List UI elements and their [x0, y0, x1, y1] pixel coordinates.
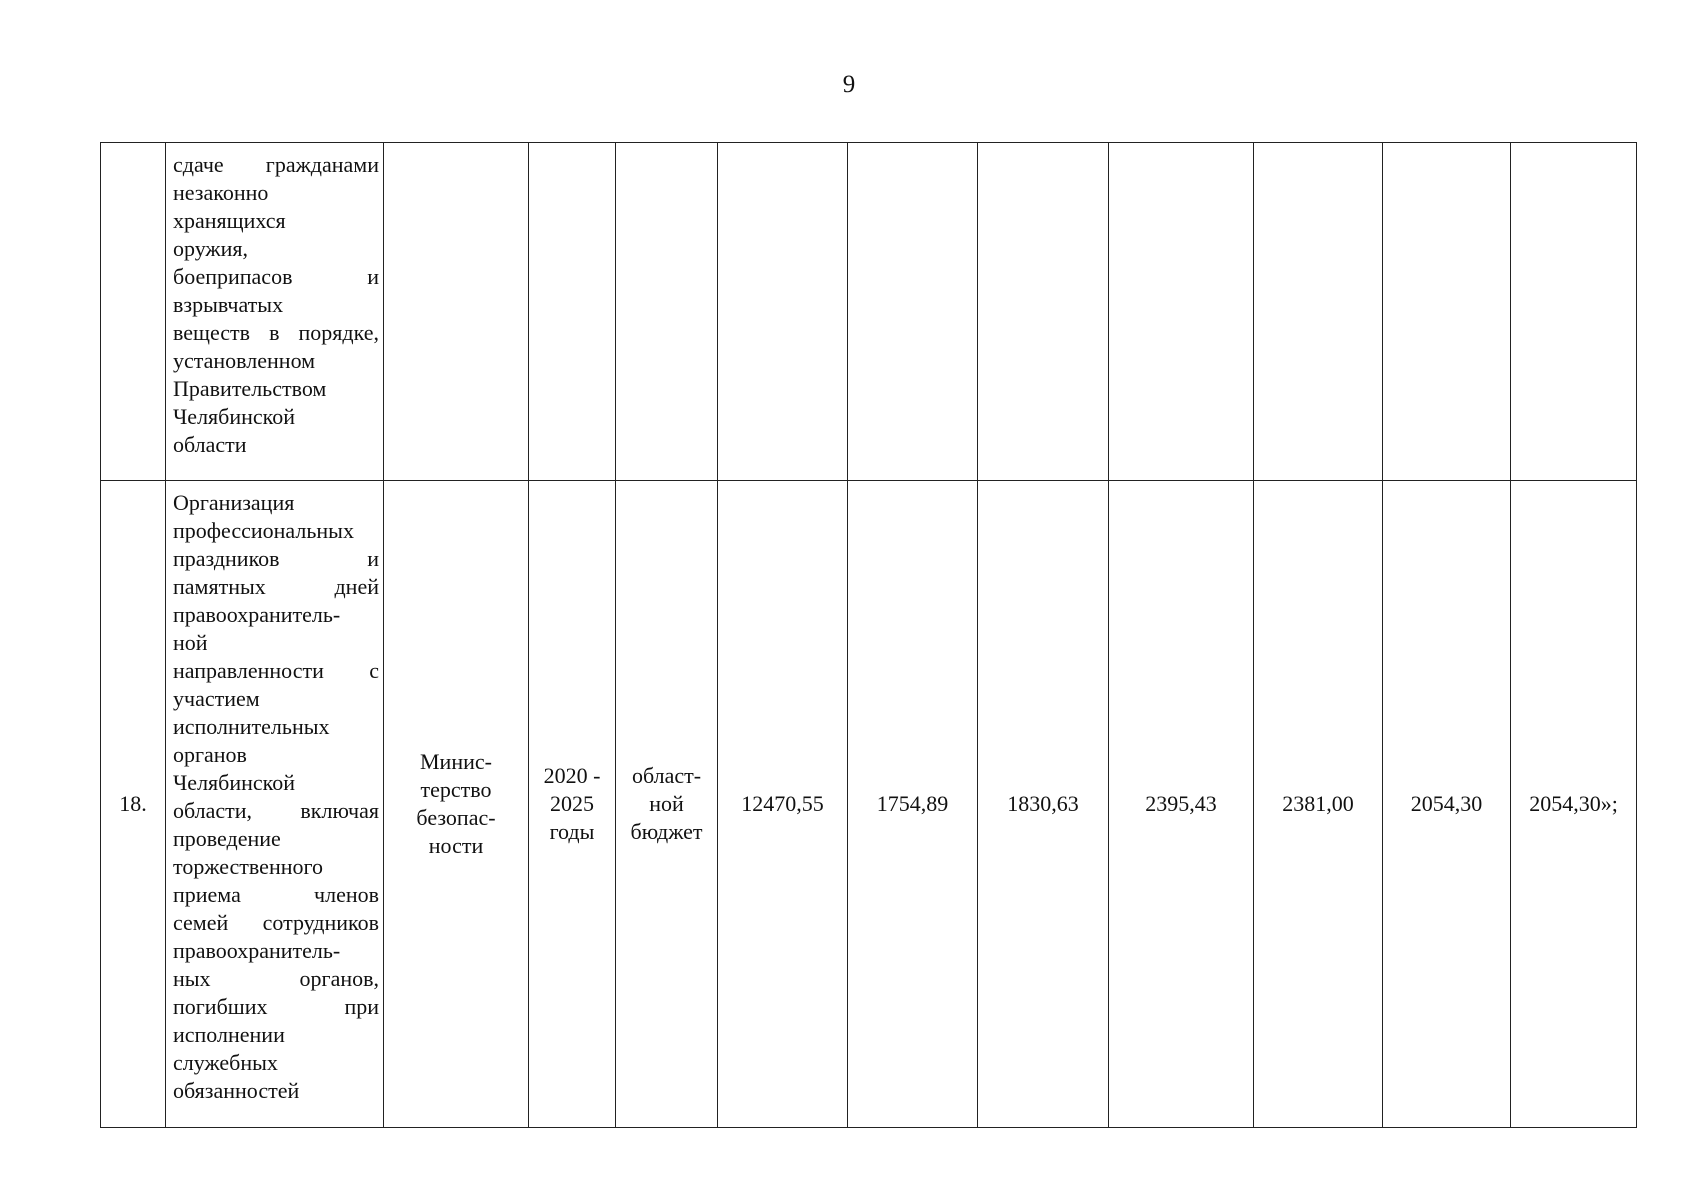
description-line: погибших при	[173, 994, 379, 1019]
cell-period	[529, 143, 616, 481]
cell-value: 2381,00	[1254, 481, 1383, 1128]
description-line: боеприпасов и	[173, 264, 379, 289]
description-line: профессиональных	[173, 518, 354, 543]
description-line: праздников и	[173, 546, 379, 571]
description-line: области	[173, 432, 247, 457]
cell-value	[1511, 143, 1637, 481]
description-line: веществ в порядке,	[173, 320, 379, 345]
source-line: област-	[631, 763, 702, 788]
cell-value: 2395,43	[1109, 481, 1254, 1128]
table-row-continuation	[101, 143, 1637, 481]
cell-number	[101, 143, 166, 481]
description-line: взрывчатых	[173, 292, 284, 317]
cell-value	[978, 143, 1109, 481]
description-line: исполнении	[173, 1022, 285, 1047]
cell-value: 2054,30	[1383, 481, 1511, 1128]
table-row-18	[101, 481, 1637, 1128]
description-line: установленном	[173, 348, 316, 373]
description-line: направленности с	[173, 658, 379, 683]
cell-value	[1383, 143, 1511, 481]
description-line: хранящихся	[173, 208, 286, 233]
period-line: 2025	[550, 791, 594, 816]
description-line: служебных	[173, 1050, 278, 1075]
cell-description	[166, 143, 384, 481]
description-line: правоохранитель-	[173, 602, 341, 627]
cell-value	[1109, 143, 1254, 481]
cell-description	[166, 481, 384, 1128]
description-line: сдаче гражданами	[173, 152, 379, 177]
executor-line: терство	[420, 777, 492, 802]
executor-line: Минис-	[420, 749, 492, 774]
description-line: органов	[173, 742, 247, 767]
executor-line: безопас-	[416, 805, 496, 830]
description-line: ных органов,	[173, 966, 379, 991]
description-line: памятных дней	[173, 574, 379, 599]
cell-number: 18.	[101, 481, 166, 1128]
program-table	[100, 142, 1637, 1128]
description-line: исполнительных	[173, 714, 330, 739]
description-line: ной	[173, 630, 208, 655]
cell-value: 1830,63	[978, 481, 1109, 1128]
cell-value-total: 12470,55	[718, 481, 848, 1128]
description-line: обязанностей	[173, 1078, 300, 1103]
cell-value	[848, 143, 978, 481]
description-line: Правительством	[173, 376, 327, 401]
cell-value	[718, 143, 848, 481]
description-line: Организация	[173, 490, 295, 515]
period-line: 2020 -	[543, 763, 601, 788]
executor-line: ности	[428, 833, 484, 858]
description-line: семей сотрудников	[173, 910, 379, 935]
description-line: правоохранитель-	[173, 938, 341, 963]
description-line: незаконно	[173, 180, 269, 205]
period-line: годы	[549, 819, 595, 844]
source-line: ной	[649, 791, 684, 816]
description-line: проведение	[173, 826, 281, 851]
cell-source	[616, 481, 718, 1128]
description-line: оружия,	[173, 236, 249, 261]
cell-period	[529, 481, 616, 1128]
description-line: приема членов	[173, 882, 379, 907]
description-line: участием	[173, 686, 260, 711]
cell-value: 2054,30»;	[1511, 481, 1637, 1128]
cell-executor	[384, 143, 529, 481]
description-line: Челябинской	[173, 404, 296, 429]
description-line: торжественного	[173, 854, 323, 879]
description-line: Челябинской	[173, 770, 296, 795]
cell-value	[1254, 143, 1383, 481]
source-line: бюджет	[630, 819, 703, 844]
cell-source	[616, 143, 718, 481]
description-line: области, включая	[173, 798, 379, 823]
cell-value: 1754,89	[848, 481, 978, 1128]
cell-executor	[384, 481, 529, 1128]
page-number: 9	[842, 71, 856, 98]
